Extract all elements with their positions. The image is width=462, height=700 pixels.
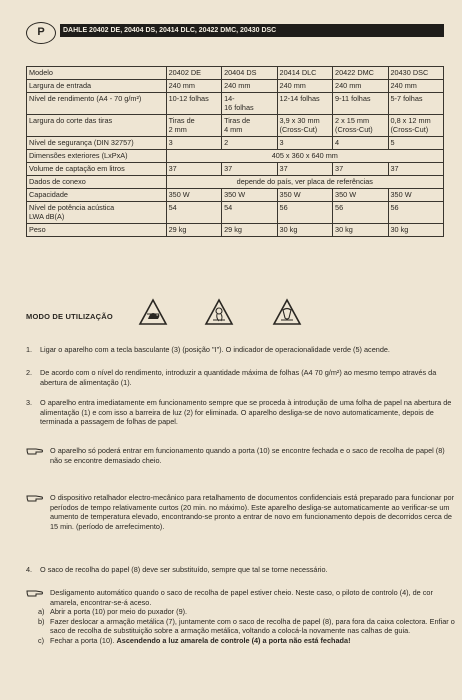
table-cell: 20430 DSC	[388, 67, 444, 80]
note-text: O dispositivo retalhador electro-mecânico para retalhamento de documentos confidenciais está preparado para funcionar por períodos de tempo relativamente curtos (20 min. no máximo). Este aparelho desliga-se automaticamente ao verificar-se um aumento de temperatura elevado, encontrando-se pronto a entrar de novo em funcionamento depois de decorridos cerca de 15 min. (período de arrefecimento).	[50, 493, 454, 531]
row-label: Largura de entrada	[27, 80, 167, 93]
row-label: Dimensões exteriores (LxPxA)	[27, 150, 167, 163]
note-3	[26, 588, 456, 646]
section-title: MODO DE UTILIZAÇÃO	[26, 312, 113, 321]
table-cell: 37	[388, 163, 444, 176]
table-cell: 350 W	[166, 189, 221, 202]
table-row	[27, 150, 444, 163]
table-cell: 30 kg	[277, 224, 332, 237]
table-cell: Tiras de 2 mm	[166, 115, 221, 137]
table-row	[27, 202, 444, 224]
table-cell: 5	[388, 137, 444, 150]
table-cell: 20402 DE	[166, 67, 221, 80]
step-text: O aparelho entra imediatamente em funcionamento sempre que se proceda à introdução de uma folha de papel na abertura de alimentação (1) e com isso a barreira de luz (2) for eliminada. O aparelho desliga-se de novo automaticamente, depois de terminada a passagem de folhas de papel.	[40, 398, 452, 427]
table-cell: 350 W	[333, 189, 388, 202]
table-row	[27, 176, 444, 189]
specifications-table	[26, 66, 444, 237]
table-row	[27, 163, 444, 176]
table-cell: 240 mm	[333, 80, 388, 93]
table-cell: 54	[222, 202, 277, 224]
table-cell: 56	[333, 202, 388, 224]
table-cell: 2 x 15 mm (Cross-Cut)	[333, 115, 388, 137]
models-bar: DAHLE 20402 DE, 20404 DS, 20414 DLC, 20422 DMC, 20430 DSC	[60, 24, 444, 37]
table-row	[27, 224, 444, 237]
substep-b	[38, 616, 456, 636]
step-1	[26, 345, 456, 355]
substep-warning: Ascendendo a luz amarela de controle (4) a porta não está fechada!	[116, 635, 351, 645]
table-cell: 37	[333, 163, 388, 176]
note-text: O aparelho só poderá entrar em funcionamento quando a porta (10) se encontre fechada e o saco de recolha de papel (8) não se encontre demasiado cheio.	[50, 446, 445, 465]
row-label: Nível de segurança (DIN 32757)	[27, 137, 167, 150]
table-cell: 240 mm	[166, 80, 221, 93]
row-label: Modelo	[27, 67, 167, 80]
table-cell: 350 W	[277, 189, 332, 202]
row-label: Nível de rendimento (A4 - 70 g/m²)	[27, 93, 167, 115]
table-cell: 14- 16 folhas	[222, 93, 277, 115]
pointing-hand-icon	[26, 446, 44, 456]
pointing-hand-icon	[26, 493, 44, 503]
table-cell: 350 W	[222, 189, 277, 202]
step-2	[26, 368, 456, 387]
warning-hair-icon	[204, 298, 234, 326]
note-text: Desligamento automático quando o saco de recolha de papel estiver cheio. Neste caso, o piloto de controlo (4), de cor amarela, encontrar-se-á aceso.	[50, 588, 433, 607]
table-cell: 3	[277, 137, 332, 150]
step-text: De acordo com o nível do rendimento, introduzir a quantidade máxima de folhas (A4 70 g/m²) ao mesmo tempo através da abertura de alimentação (1).	[40, 368, 437, 387]
warning-tie-icon	[272, 298, 302, 326]
table-cell: 29 kg	[222, 224, 277, 237]
row-label: Dados de conexo	[27, 176, 167, 189]
table-cell: 240 mm	[222, 80, 277, 93]
table-cell: 350 W	[388, 189, 444, 202]
substep-label: c)	[38, 635, 45, 645]
table-cell: 20414 DLC	[277, 67, 332, 80]
substep-text: Fazer deslocar a armação metálica (7), juntamente com o saco de recolha de papel (8), para fora da caixa colectora. Enfiar o saco de recolha de substituição sobre a armação metálica, voltando a colocá-la novamente nas calhas de guia.	[50, 616, 455, 636]
page-header	[26, 22, 444, 48]
table-cell: 54	[166, 202, 221, 224]
table-cell: 2	[222, 137, 277, 150]
substep-a	[38, 607, 456, 617]
substep-c	[38, 635, 456, 646]
table-cell: 240 mm	[388, 80, 444, 93]
step-number: 3.	[26, 398, 33, 407]
step-4	[26, 565, 456, 575]
table-cell: 4	[333, 137, 388, 150]
table-cell: 20422 DMC	[333, 67, 388, 80]
step-text: Ligar o aparelho com a tecla basculante (3) (posição "I"). O indicador de operacionalidade verde (5) acende.	[40, 345, 390, 354]
table-row	[27, 189, 444, 202]
table-cell: 240 mm	[277, 80, 332, 93]
table-cell: 5-7 folhas	[388, 93, 444, 115]
table-cell: 9-11 folhas	[333, 93, 388, 115]
warning-hand-icon	[138, 298, 168, 326]
step-3	[26, 398, 456, 427]
step-number: 4.	[26, 565, 33, 574]
row-label: Peso	[27, 224, 167, 237]
table-row	[27, 115, 444, 137]
table-cell: 37	[166, 163, 221, 176]
row-label: Nível de potência acústica LWA dB(A)	[27, 202, 167, 224]
row-label: Volume de captação em litros	[27, 163, 167, 176]
table-row	[27, 137, 444, 150]
table-row	[27, 80, 444, 93]
pointing-hand-icon	[26, 588, 44, 598]
substep-text: Fechar a porta (10).	[50, 635, 115, 645]
table-cell: 37	[277, 163, 332, 176]
table-cell: 3,9 x 30 mm (Cross-Cut)	[277, 115, 332, 137]
row-value: depende do país, ver placa de referências	[166, 176, 443, 189]
row-label: Capacidade	[27, 189, 167, 202]
table-cell: 29 kg	[166, 224, 221, 237]
table-cell: 37	[222, 163, 277, 176]
table-cell: 30 kg	[333, 224, 388, 237]
table-cell: 56	[277, 202, 332, 224]
step-text: O saco de recolha do papel (8) deve ser substituído, sempre que tal se torne necessário.	[40, 565, 328, 574]
substep-label: b)	[38, 616, 45, 626]
table-cell: 56	[388, 202, 444, 224]
table-cell: Tiras de 4 mm	[222, 115, 277, 137]
table-cell: 30 kg	[388, 224, 444, 237]
table-cell: 12-14 folhas	[277, 93, 332, 115]
step-number: 1.	[26, 345, 33, 354]
row-value: 405 x 360 x 640 mm	[166, 150, 443, 163]
note-2	[26, 493, 456, 531]
row-label: Largura do corte das tiras	[27, 115, 167, 137]
substep-text: Abrir a porta (10) por meio do puxador (9).	[50, 607, 188, 617]
table-cell: 3	[166, 137, 221, 150]
table-row	[27, 93, 444, 115]
language-badge: P	[26, 22, 56, 44]
table-cell: 10-12 folhas	[166, 93, 221, 115]
step-number: 2.	[26, 368, 33, 377]
substep-label: a)	[38, 607, 45, 617]
table-row	[27, 67, 444, 80]
note-1	[26, 446, 456, 465]
table-cell: 20404 DS	[222, 67, 277, 80]
table-cell: 0,8 x 12 mm (Cross-Cut)	[388, 115, 444, 137]
